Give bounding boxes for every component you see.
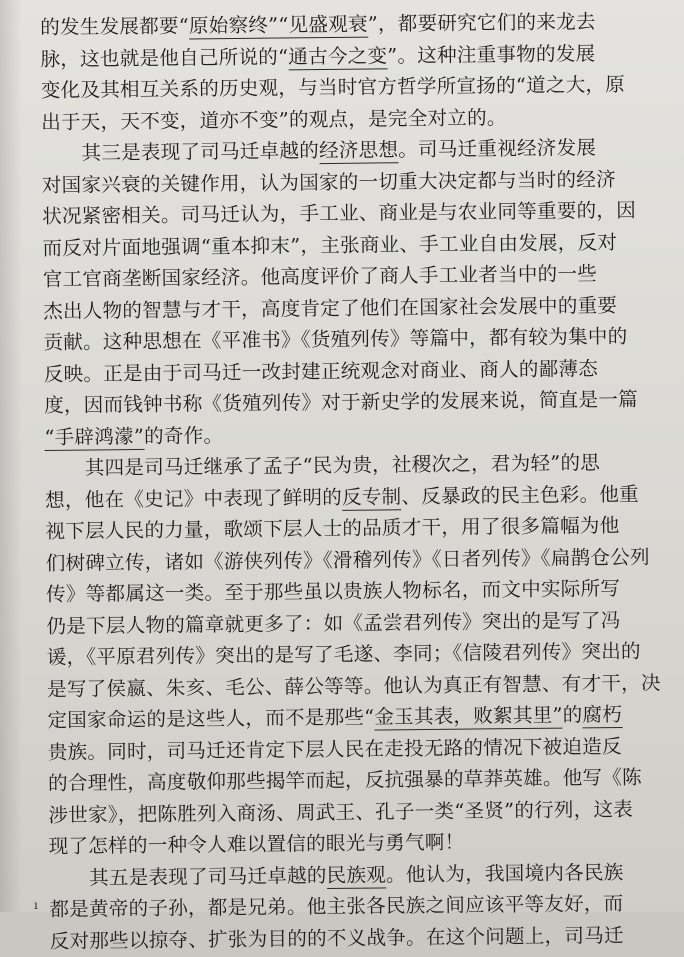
text-line: 贡献。这种思想在《平准书》《货殖列传》等篇中，都有较为集中的: [43, 324, 628, 354]
text-line: 的发生发展都要“原始察终”“见盛观衰”，都要研究它们的来龙去: [40, 10, 596, 39]
paragraph-2: [41, 132, 639, 453]
text-line: 涉世家》，把陈胜列入商汤、周武王、孔子一类“圣贤”的行列，这表: [48, 797, 634, 827]
text-line: 的合理性，高度敬仰那些揭竿而起，反抗强暴的草莽英雄。他写《陈: [47, 765, 642, 795]
text-line: 变化及其相互关系的历史观，与当时官方哲学所宣扬的“道之大，原: [40, 72, 626, 102]
text-line: 杰出人物的智慧与才干，高度肯定了他们在国家社会发展中的重要: [43, 293, 618, 323]
underlined-phrase: 通古今之变: [288, 43, 388, 68]
page-corner-mark: ı: [34, 898, 38, 912]
text-line: 是写了侯嬴、朱亥、毛公、薛公等等。他认为真正有智慧、有才干，决: [46, 671, 661, 701]
body-text: [40, 6, 661, 957]
paragraph-3: [44, 447, 661, 863]
text-line: 视下层人民的力量，歌颂下层人士的品质才干，用了很多篇幅为他: [45, 513, 620, 543]
text-line: “手辟鸿濛”的奇作。: [44, 423, 224, 449]
underlined-phrase: “手辟鸿濛”: [44, 424, 145, 449]
underlined-phrase: 民族观: [326, 862, 387, 887]
underlined-phrase: 反专制: [341, 484, 402, 509]
text-line: 传》等都属这一类。至于那些虽以贵族人物标名，而文中实际所写: [45, 576, 621, 606]
text-line: 都是黄帝的子孙，都是兄弟。他主张各民族之间应该平等友好，而: [49, 891, 624, 921]
paragraph-1: [40, 6, 633, 138]
text-line: 对国家兴衰的关键作用，认为国家的一切重大决定都与当时的经济: [41, 167, 616, 197]
text-line: 仍是下层人物的篇章就更多了：如《孟尝君列传》突出的是写了冯: [46, 608, 621, 638]
text-line: 脉，这也就是他自己所说的“通古今之变”。这种注重事物的发展: [40, 41, 596, 71]
text-line: 而反对片面地强调“重本抑末”，主张商业、手工业自由发展，反对: [42, 230, 618, 260]
text-line: 定国家命运的是这些人，而不是那些“金玉其表，败絮其里”的腐朽: [47, 702, 623, 732]
text-line: 度，因而钱钟书称《货殖列传》对于新史学的发展来说，简直是一篇: [44, 387, 639, 417]
text-line: 贵族。同时，司马迁还肯定下层人民在走投无路的情况下被迫造反: [47, 734, 622, 764]
text-line: 其五是表现了司马迁卓越的民族观。他认为，我国境内各民族: [88, 860, 624, 890]
text-line: 反对那些以掠夺、扩张为目的的不义战争。在这个问题上，司马迁: [49, 923, 624, 953]
underlined-phrase: 经济思想: [318, 138, 399, 163]
text-line: 谖，《平原君列传》突出的是写了毛遂、李同；《信陵君列传》突出的: [46, 639, 641, 669]
paragraph-4: [49, 856, 642, 957]
underlined-phrase: 腐朽: [582, 702, 623, 727]
text-line: 现了怎样的一种令人难以置信的眼光与勇气啊！: [48, 830, 465, 858]
text-line: 官工官商垄断国家经济。他高度评价了商人手工业者当中的一些: [42, 262, 598, 291]
text-line: 反映。正是由于司马迁一改封建正统观念对商业、商人的鄙薄态: [43, 356, 599, 386]
text-line: 状况紧密相关。司马迁认为，手工业、商业是与农业同等重要的，因: [42, 198, 637, 228]
text-line: 想，他在《史记》中表现了鲜明的反专制、反暴政的民主色彩。他重: [44, 482, 640, 512]
text-line: 出于天，天不变，道亦不变”的观点，是完全对立的。: [41, 105, 507, 134]
page-gutter-shadow: [0, 0, 22, 912]
text-line: 其四是司马迁继承了孟子“民为贵，社稷次之，君为轻”的思: [84, 451, 601, 480]
text-line: 们树碑立传，诸如《游侠列传》《滑稽列传》《日者列传》《扁鹊仓公列: [45, 545, 650, 575]
text-line: 其三是表现了司马迁卓越的经济思想。司马迁重视经济发展: [81, 136, 597, 165]
underlined-phrase: 金玉其表，败絮其里”: [374, 703, 563, 729]
underlined-phrase: 原始察终”“见盛观衰: [188, 12, 368, 38]
